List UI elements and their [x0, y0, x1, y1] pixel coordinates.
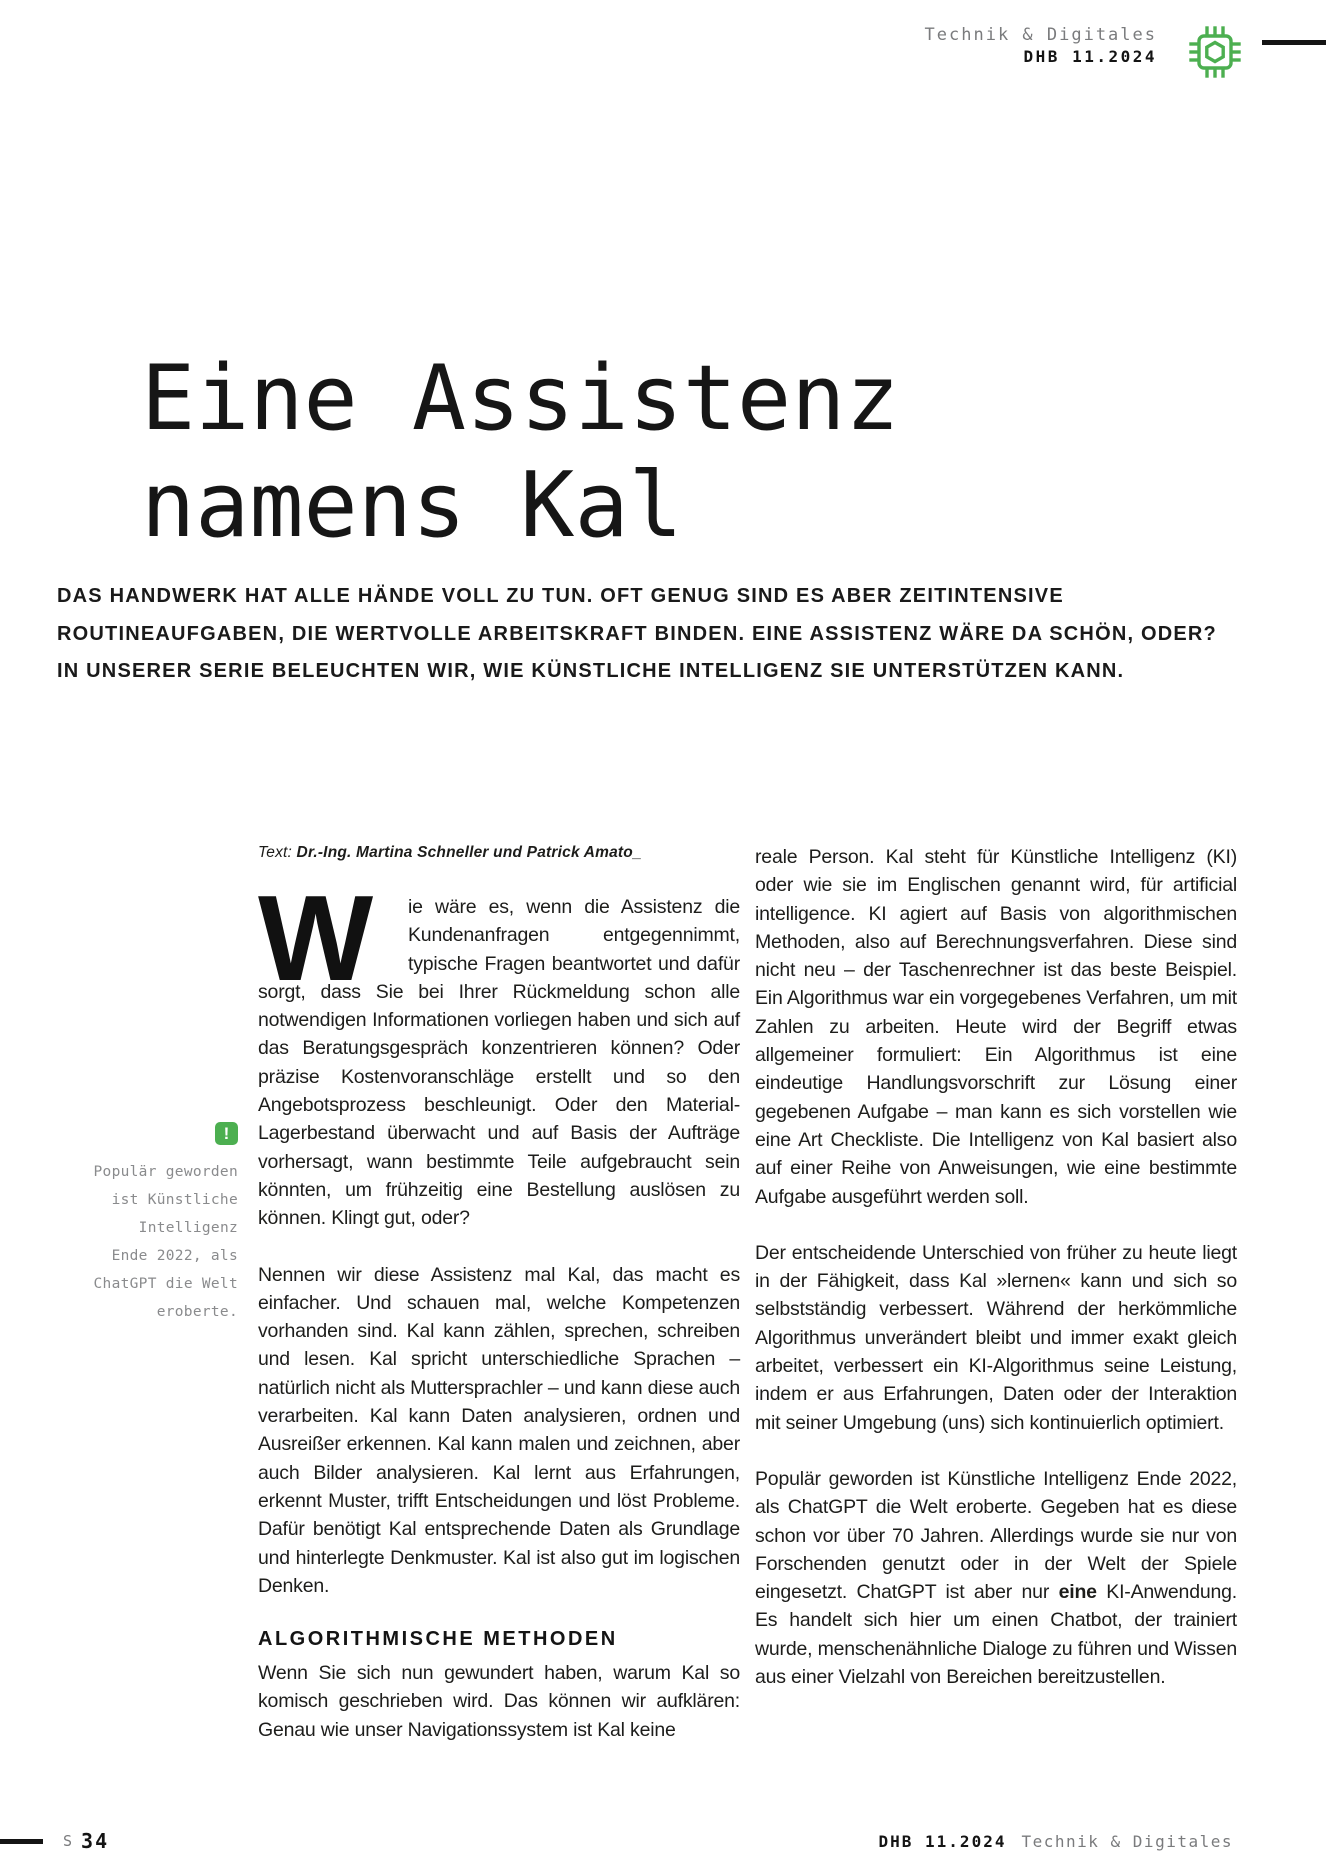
margin-note-line: eroberte. [156, 1304, 238, 1320]
footer-rule [0, 1839, 43, 1844]
title-line-1: Eine Assistenz [141, 346, 900, 451]
intro-line: ROUTINEAUFGABEN, DIE WERTVOLLE ARBEITSKRAFT BINDEN. EINE ASSISTENZ WÄRE DA SCHÖN, ODER? [57, 622, 1217, 645]
paragraph-1-text: ie wäre es, wenn die Assistenz die Kundenanfragen entgegennimmt, typische Fragen beantwortet und dafür sorgt, dass Sie bei Ihrer Rückmeldung schon alle notwendigen Informationen vorliegen haben und sich auf das Beratungsgespräch konzentrieren können? Oder präzise Kostenvoranschläge erstellt und so den Angebotsprozess beschleunigt. Oder den Material-Lagerbestand überwacht und auf Basis der Aufträge vorhersagt, wann bestimmte Teile aufgebraucht sein könnten, um frühzeitig eine Bestellung auslösen zu können. Klingt gut, oder? [258, 896, 740, 1230]
intro-line: DAS HANDWERK HAT ALLE HÄNDE VOLL ZU TUN. OFT GENUG SIND ES ABER ZEITINTENSIVE [57, 585, 1064, 607]
margin-note-line: ChatGPT die Welt [93, 1276, 238, 1292]
page-number: 34 [81, 1829, 110, 1853]
subheading-algorithmische-methoden: ALGORITHMISCHE METHODEN [258, 1628, 618, 1651]
paragraph-3: Wenn Sie sich nun gewundert haben, warum Kal so komisch geschrieben wird. Das können wir aufklären: Genau wie unser Navigationssystem ist Kal keine [258, 1662, 740, 1741]
footer-left [0, 1830, 109, 1852]
chip-icon [1183, 20, 1247, 84]
paragraph-6-bold-eine: eine [1058, 1581, 1097, 1604]
header-meta [925, 24, 1157, 68]
exclamation-icon: ! [215, 1122, 238, 1145]
column-right [755, 843, 1237, 1691]
paragraph-6 [755, 1465, 1237, 1691]
column-left [258, 843, 740, 1744]
byline-authors: Dr.-Ing. Martina Schneller und Patrick Amato_ [296, 844, 642, 861]
paragraph-1 [258, 870, 740, 1233]
article-title [141, 345, 900, 559]
intro-line: IN UNSERER SERIE BELEUCHTEN WIR, WIE KÜNSTLICHE INTELLIGENZ SIE UNTERSTÜTZEN KANN. [57, 660, 1125, 682]
paragraph-4: reale Person. Kal steht für Künstliche Intelligenz (KI) oder wie sie im Englischen genannt wird, für artificial intelligence. KI agiert auf Basis von algorithmischen Methoden, also auf Berechnungsverfahren. Diese sind nicht neu – der Taschenrechner ist das beste Beispiel. Ein Algorithmus war ein vorgegebenes Verfahren, um mit Zahlen zu arbeiten. Heute wird der Begriff etwas allgemeiner formuliert: Ein Algorithmus ist eine eindeutige Handlungsvorschrift zur Lösung einer gegebenen Aufgabe – man kann es sich vorstellen wie eine Art Checkliste. Die Intelligenz von Kal basiert also auf einer Reihe von Anweisungen, wie eine bestimmte Aufgabe ausgeführt werden soll. [755, 846, 1237, 1208]
header-rule [1262, 40, 1326, 45]
margin-note-text [57, 1158, 238, 1326]
title-line-2: namens Kal [141, 453, 683, 558]
footer-right [879, 1832, 1234, 1851]
header-issue-label: DHB 11.2024 [1023, 47, 1157, 66]
intro-standfirst [57, 578, 1297, 691]
byline [258, 843, 740, 863]
paragraph-6-start: Populär geworden ist Künstliche Intelligenz Ende 2022, als ChatGPT die Welt eroberte. Gegeben hat es diese schon vor über 70 Jahren. Allerdings wurde sie nur von Forschenden genutzt oder in der Welt der Spiele eingesetzt. ChatGPT ist aber nur [755, 1467, 1237, 1604]
margin-note-line: ist Künstliche [111, 1192, 238, 1208]
byline-prefix: Text: [258, 844, 293, 861]
margin-note-line: Intelligenz [138, 1220, 238, 1236]
header-section-label: Technik & Digitales [924, 25, 1157, 45]
page-number-label: S [63, 1832, 74, 1850]
paragraph-6-end: KI-Anwendung. Es handelt sich hier um einen Chatbot, der trainiert wurde, menschenähnliche Dialoge zu führen und Wissen aus einer Vielzahl von Bereichen bereitzustellen. [755, 1581, 1237, 1689]
drop-cap: W [258, 870, 371, 1006]
footer-section: Technik & Digitales [1021, 1832, 1233, 1851]
paragraph-2: Nennen wir diese Assistenz mal Kal, das macht es einfacher. Und schauen mal, welche Kompetenzen vorhanden sind. Kal kann zählen, sprechen, schreiben und lesen. Kal spricht unterschiedliche Sprachen – natürlich nicht als Muttersprachler – und kann diese auch verarbeiten. Kal kann Daten analysieren, ordnen und Ausreißer erkennen. Kal kann malen und zeichnen, aber auch Bilder analysieren. Kal lernt aus Erfahrungen, erkennt Muster, trifft Entscheidungen und löst Probleme. Dafür benötigt Kal entsprechende Daten als Grundlage und hinterlegte Denkmuster. Kal ist also gut im logischen Denken. [258, 1263, 740, 1597]
paragraph-5: Der entscheidende Unterschied von früher zu heute liegt in der Fähigkeit, dass Kal »lernen« kann und sich so selbstständig verbessert. Während der herkömmliche Algorithmus unverändert bleibt und immer exakt gleich arbeitet, verbessert ein KI-Algorithmus seine Leistung, indem er aus Erfahrungen, Daten oder der Interaktion mit seiner Umgebung (uns) sich kontinuierlich optimiert. [755, 1241, 1237, 1434]
margin-note-line: Populär geworden [93, 1164, 238, 1180]
margin-note [57, 1122, 238, 1326]
footer-issue: DHB 11.2024 [878, 1832, 1007, 1851]
margin-note-line: Ende 2022, als [111, 1248, 238, 1264]
